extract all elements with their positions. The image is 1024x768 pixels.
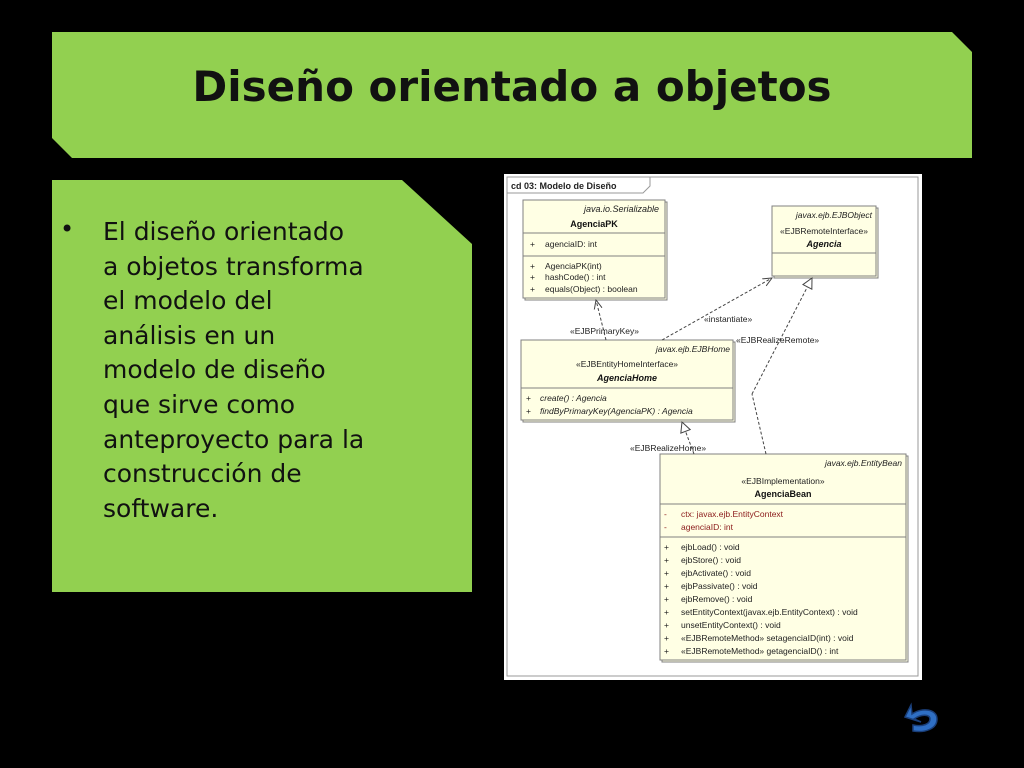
- class-name: AgenciaPK: [570, 219, 618, 229]
- visibility-marker: +: [530, 239, 535, 249]
- class-operation: ejbRemove() : void: [681, 594, 753, 604]
- return-arrow-icon[interactable]: [897, 697, 945, 741]
- class-operation: AgenciaPK(int): [545, 261, 602, 271]
- class-stereotype: java.io.Serializable: [583, 204, 659, 214]
- visibility-marker: +: [664, 607, 669, 617]
- class-operation: unsetEntityContext() : void: [681, 620, 781, 630]
- class-operation: ejbLoad() : void: [681, 542, 740, 552]
- class-operation: «EJBRemoteMethod» getagenciaID() : int: [681, 646, 839, 656]
- edge-label: «EJBRealizeRemote»: [736, 335, 820, 345]
- body-line: análisis en un: [103, 320, 276, 350]
- visibility-marker: +: [526, 406, 531, 416]
- body-line: que sirve como: [103, 389, 296, 419]
- body-line: software.: [103, 493, 219, 523]
- class-operation: hashCode() : int: [545, 272, 606, 282]
- edge-realize-remote: [736, 278, 819, 454]
- body-line: el modelo del: [103, 286, 273, 316]
- class-name: Agencia: [806, 239, 842, 249]
- edge-primary-key: [570, 300, 639, 340]
- slide-title: Diseño orientado a objetos: [192, 62, 832, 111]
- body-text: [103, 215, 433, 526]
- visibility-marker: +: [664, 555, 669, 565]
- body-line: anteproyecto para la: [103, 424, 365, 454]
- visibility-marker: -: [664, 522, 667, 532]
- class-stereotype: «EJBImplementation»: [741, 476, 825, 486]
- edge-label: «EJBRealizeHome»: [630, 443, 707, 453]
- visibility-marker: +: [664, 633, 669, 643]
- class-operation: «EJBRemoteMethod» setagenciaID(int) : void: [681, 633, 854, 643]
- class-operation: equals(Object) : boolean: [545, 284, 638, 294]
- class-operation: ejbActivate() : void: [681, 568, 751, 578]
- body-line: construcción de: [103, 459, 302, 489]
- visibility-marker: +: [664, 620, 669, 630]
- class-operation: ejbPassivate() : void: [681, 581, 758, 591]
- class-name: AgenciaBean: [754, 489, 812, 499]
- class-attribute: ctx: javax.ejb.EntityContext: [681, 509, 784, 519]
- class-operation: create() : Agencia: [540, 393, 607, 403]
- edge-instantiate: [662, 278, 772, 340]
- class-name: AgenciaHome: [596, 373, 658, 383]
- edge-label: «instantiate»: [704, 314, 753, 324]
- class-stereotype: «EJBEntityHomeInterface»: [575, 359, 679, 369]
- visibility-marker: +: [664, 646, 669, 656]
- class-operation: ejbStore() : void: [681, 555, 741, 565]
- visibility-marker: +: [664, 594, 669, 604]
- class-agenciabean: [660, 454, 908, 662]
- visibility-marker: +: [530, 261, 535, 271]
- class-operation: findByPrimaryKey(AgenciaPK) : Agencia: [540, 406, 693, 416]
- uml-diagram: [504, 174, 922, 680]
- body-line: a objetos transforma: [103, 251, 364, 281]
- visibility-marker: +: [664, 542, 669, 552]
- frame-label: cd 03: Modelo de Diseño: [511, 181, 617, 191]
- visibility-marker: -: [664, 509, 667, 519]
- class-type: javax.ejb.EntityBean: [824, 458, 902, 468]
- body-line: El diseño orientado: [103, 217, 345, 246]
- edge-realize-home: [630, 422, 706, 454]
- class-operation: setEntityContext(javax.ejb.EntityContext) : void: [681, 607, 858, 617]
- class-attribute: agenciaID: int: [681, 522, 733, 532]
- visibility-marker: +: [530, 284, 535, 294]
- class-type: javax.ejb.EJBObject: [795, 210, 872, 220]
- visibility-marker: +: [664, 568, 669, 578]
- edge-label: «EJBPrimaryKey»: [570, 326, 639, 336]
- class-agencia: [772, 206, 878, 278]
- class-stereotype: «EJBRemoteInterface»: [780, 226, 868, 236]
- class-attribute: agenciaID: int: [545, 239, 597, 249]
- class-agenciahome: [521, 340, 735, 422]
- bullet-marker: •: [60, 215, 75, 243]
- class-agenciapk: [523, 200, 667, 300]
- visibility-marker: +: [526, 393, 531, 403]
- visibility-marker: +: [664, 581, 669, 591]
- body-line: modelo de diseño: [103, 355, 326, 385]
- class-type: javax.ejb.EJBHome: [655, 344, 730, 354]
- visibility-marker: +: [530, 272, 535, 282]
